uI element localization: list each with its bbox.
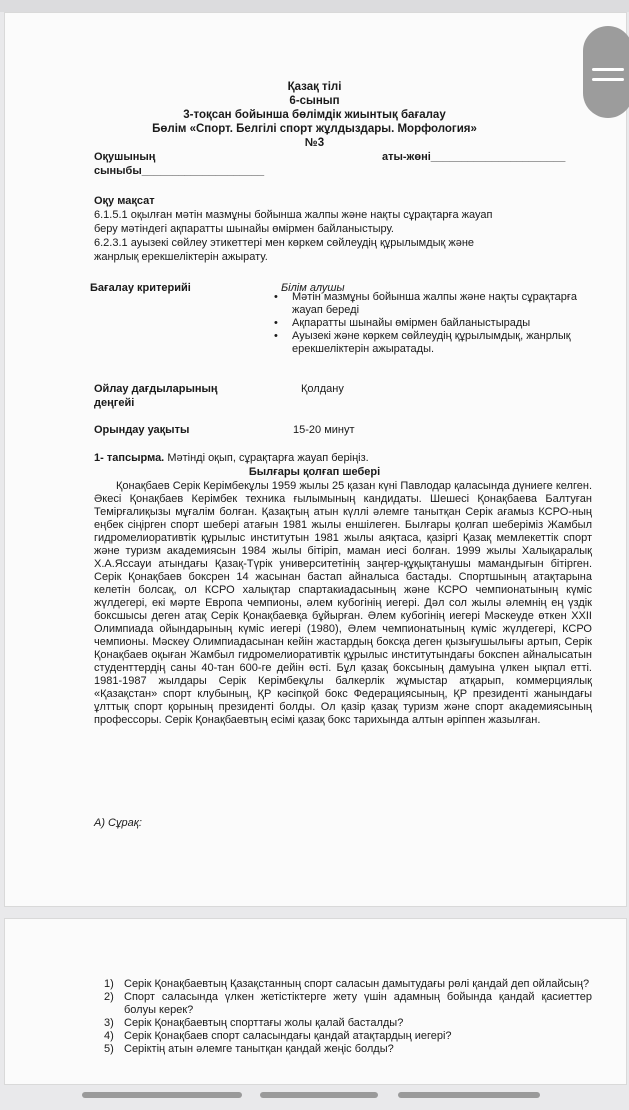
- time-label: Орындау уақыты: [94, 424, 190, 436]
- question-item: 2) Спорт саласында үлкен жетістіктерге жету үшін адамның бойында қандай қасиеттер болуы керек?: [104, 991, 592, 1016]
- reading-text: Қонақбаев Серік Керімбекұлы 1959 жылы 25 қазан күні Павлодар қаласында дүниеге келген. Әкесі Қонақбаев Керімбек техника ғылымының кандидаты. Шешесі Қонақбаева Балтуған Темірғалиқызы мұғалім болған. Қазақтың атын күллі әлемге танытқан Серік ағамыз КСРО-ның еңбек сіңірген спорт шебері атағын 1981 жылы еншілеген. Былғары қолғап шеберіміз Жамбыл гидромелиоративтік құрылыс институтын 1981 жылы аяқтаса, қазіргі Қазақ мемлекеттік спорт және туризм академиясын 1984 жылы бітіріп, маман иесі болған. 1999 жылы Халықаралық Х.А.Яссауи атындағы Қазақ-Түрік университетінің заңгер-құқықтанушы мамандығын бітірген. Серік Қонақбаев боксpен 14 жасынан бастап айналыса бастады. Спортшының атақтарына келетін болсақ, ол КСРО халықтар спартакиадасының және КСРО чемпионатының күміс жүлдегері, екі мәрте Европа чемпионы, әлем кубогінің иегері. Дәл сол жылы әлемнің ең үздік боксшысы деген атақ Серік Қонақбаевқа бұйырған. Әлем кубогінің иегері Мәскеуде өткен XXII Олимпиада ойындарының күміс иегері (1980), Әлем чемпионатының күміс жүлдегері, КСРО чемпионы. Мәскеу Олимпиадасынан кейін жастардың боксқа деген қызығушылығы артып, Серік Қонақбаев оқыған Жамбыл гидромелиоративтік құрылыс институтындағы бокспен айналысатын студенттердің саны 40-тан 600-ге дейін өсті. Бұл қазақ боксының дамуына үлкен ықпал етті. 1981-1987 жылдары Серік Керімбекұлы балкерлік жұмыстар атқарып, коммерциялық «Қазақстан» спорт клубының, ҚР кәсіпқой бокс Федерациясының, ҚР президенті жанындағы ұлттық спорт қорының президенті болды. Ол қазір қазақ туризм және спорт академиясының профессоры. Серік Қонақбаевтың есімі қазақ бокс тарихында алтын әріппен жазылған.: [94, 480, 592, 726]
- goal-line: 6.2.3.1 ауызекі сөйлеу этикеттері мен көркем сөйлеудің құрылымдық және: [94, 237, 475, 249]
- thinking-label: Ойлау дағдыларының: [94, 383, 218, 395]
- goal-line: беру мәтіндегі ақпаратты шынайы өмірмен байланыстыру.: [94, 223, 394, 235]
- task-instruction-line: [94, 452, 369, 465]
- scroll-indicator[interactable]: [260, 1092, 378, 1098]
- criteria-item: • Мәтін мазмұны бойынша жалпы және нақты сұрақтарға жауап береді: [272, 291, 592, 317]
- student-class-field: сыныбы____________________: [94, 165, 265, 177]
- thinking-label-level: деңгейі: [94, 397, 135, 409]
- top-bar: [0, 0, 629, 12]
- question-label: А) Сұрақ:: [94, 817, 142, 829]
- question-item: 4) Серік Қонақбаев спорт саласындағы қандай атақтардың иегері?: [104, 1030, 452, 1042]
- task-number: 1- тапсырма.: [94, 452, 165, 464]
- student-label: Оқушының: [94, 151, 156, 163]
- criteria-label: Бағалау критерийі: [90, 282, 191, 294]
- scroll-indicator[interactable]: [398, 1092, 540, 1098]
- task-instruction: Мәтінді оқып, сұрақтарға жауап беріңіз.: [167, 452, 369, 464]
- criteria-item: • Ауызекі және көркем сөйлеудің құрылымдық, жанрлық ерекшеліктерін ажыратады.: [272, 330, 592, 356]
- scroll-indicator[interactable]: [82, 1092, 242, 1098]
- time-value: 15-20 минут: [293, 424, 355, 436]
- learner-label: Білім алушы: [281, 282, 345, 294]
- goal-line: жанрлық ерекшеліктерін ажырату.: [94, 251, 268, 263]
- assessment-title: 3-тоқсан бойынша бөлімдік жиынтық бағалау: [183, 109, 446, 121]
- section-title: Бөлім «Спорт. Белгілі спорт жұлдыздары. Морфология»: [152, 123, 477, 135]
- text-title: Былғары қолғап шебері: [248, 466, 381, 478]
- question-item: 3) Серік Қонақбаевтың спорттағы жолы қалай басталды?: [104, 1017, 404, 1029]
- menu-icon: [592, 68, 624, 71]
- criteria-item: • Ақпаратты шынайы өмірмен байланыстырады: [272, 317, 592, 330]
- goal-line: 6.1.5.1 оқылған мәтін мазмұны бойынша жалпы және нақты сұрақтарға жауап: [94, 209, 493, 221]
- thinking-value: Қолдану: [301, 383, 344, 395]
- question-item: 5) Серіктің атын әлемге танытқан қандай жеңіс болды?: [104, 1043, 394, 1055]
- assessment-number: №3: [304, 137, 325, 149]
- question-item: 1) Серік Қонақбаевтың Қазақстанның спорт саласын дамытудағы рөлі қандай деп ойлайсың?: [104, 978, 590, 990]
- grade-title: 6-сынып: [289, 95, 340, 107]
- question-list: [104, 978, 592, 1056]
- goals-title: Оқу мақсат: [94, 195, 155, 207]
- criteria-list: [272, 291, 592, 356]
- student-name-field: аты-жөні______________________: [382, 151, 566, 163]
- subject-title: Қазақ тілі: [287, 81, 342, 93]
